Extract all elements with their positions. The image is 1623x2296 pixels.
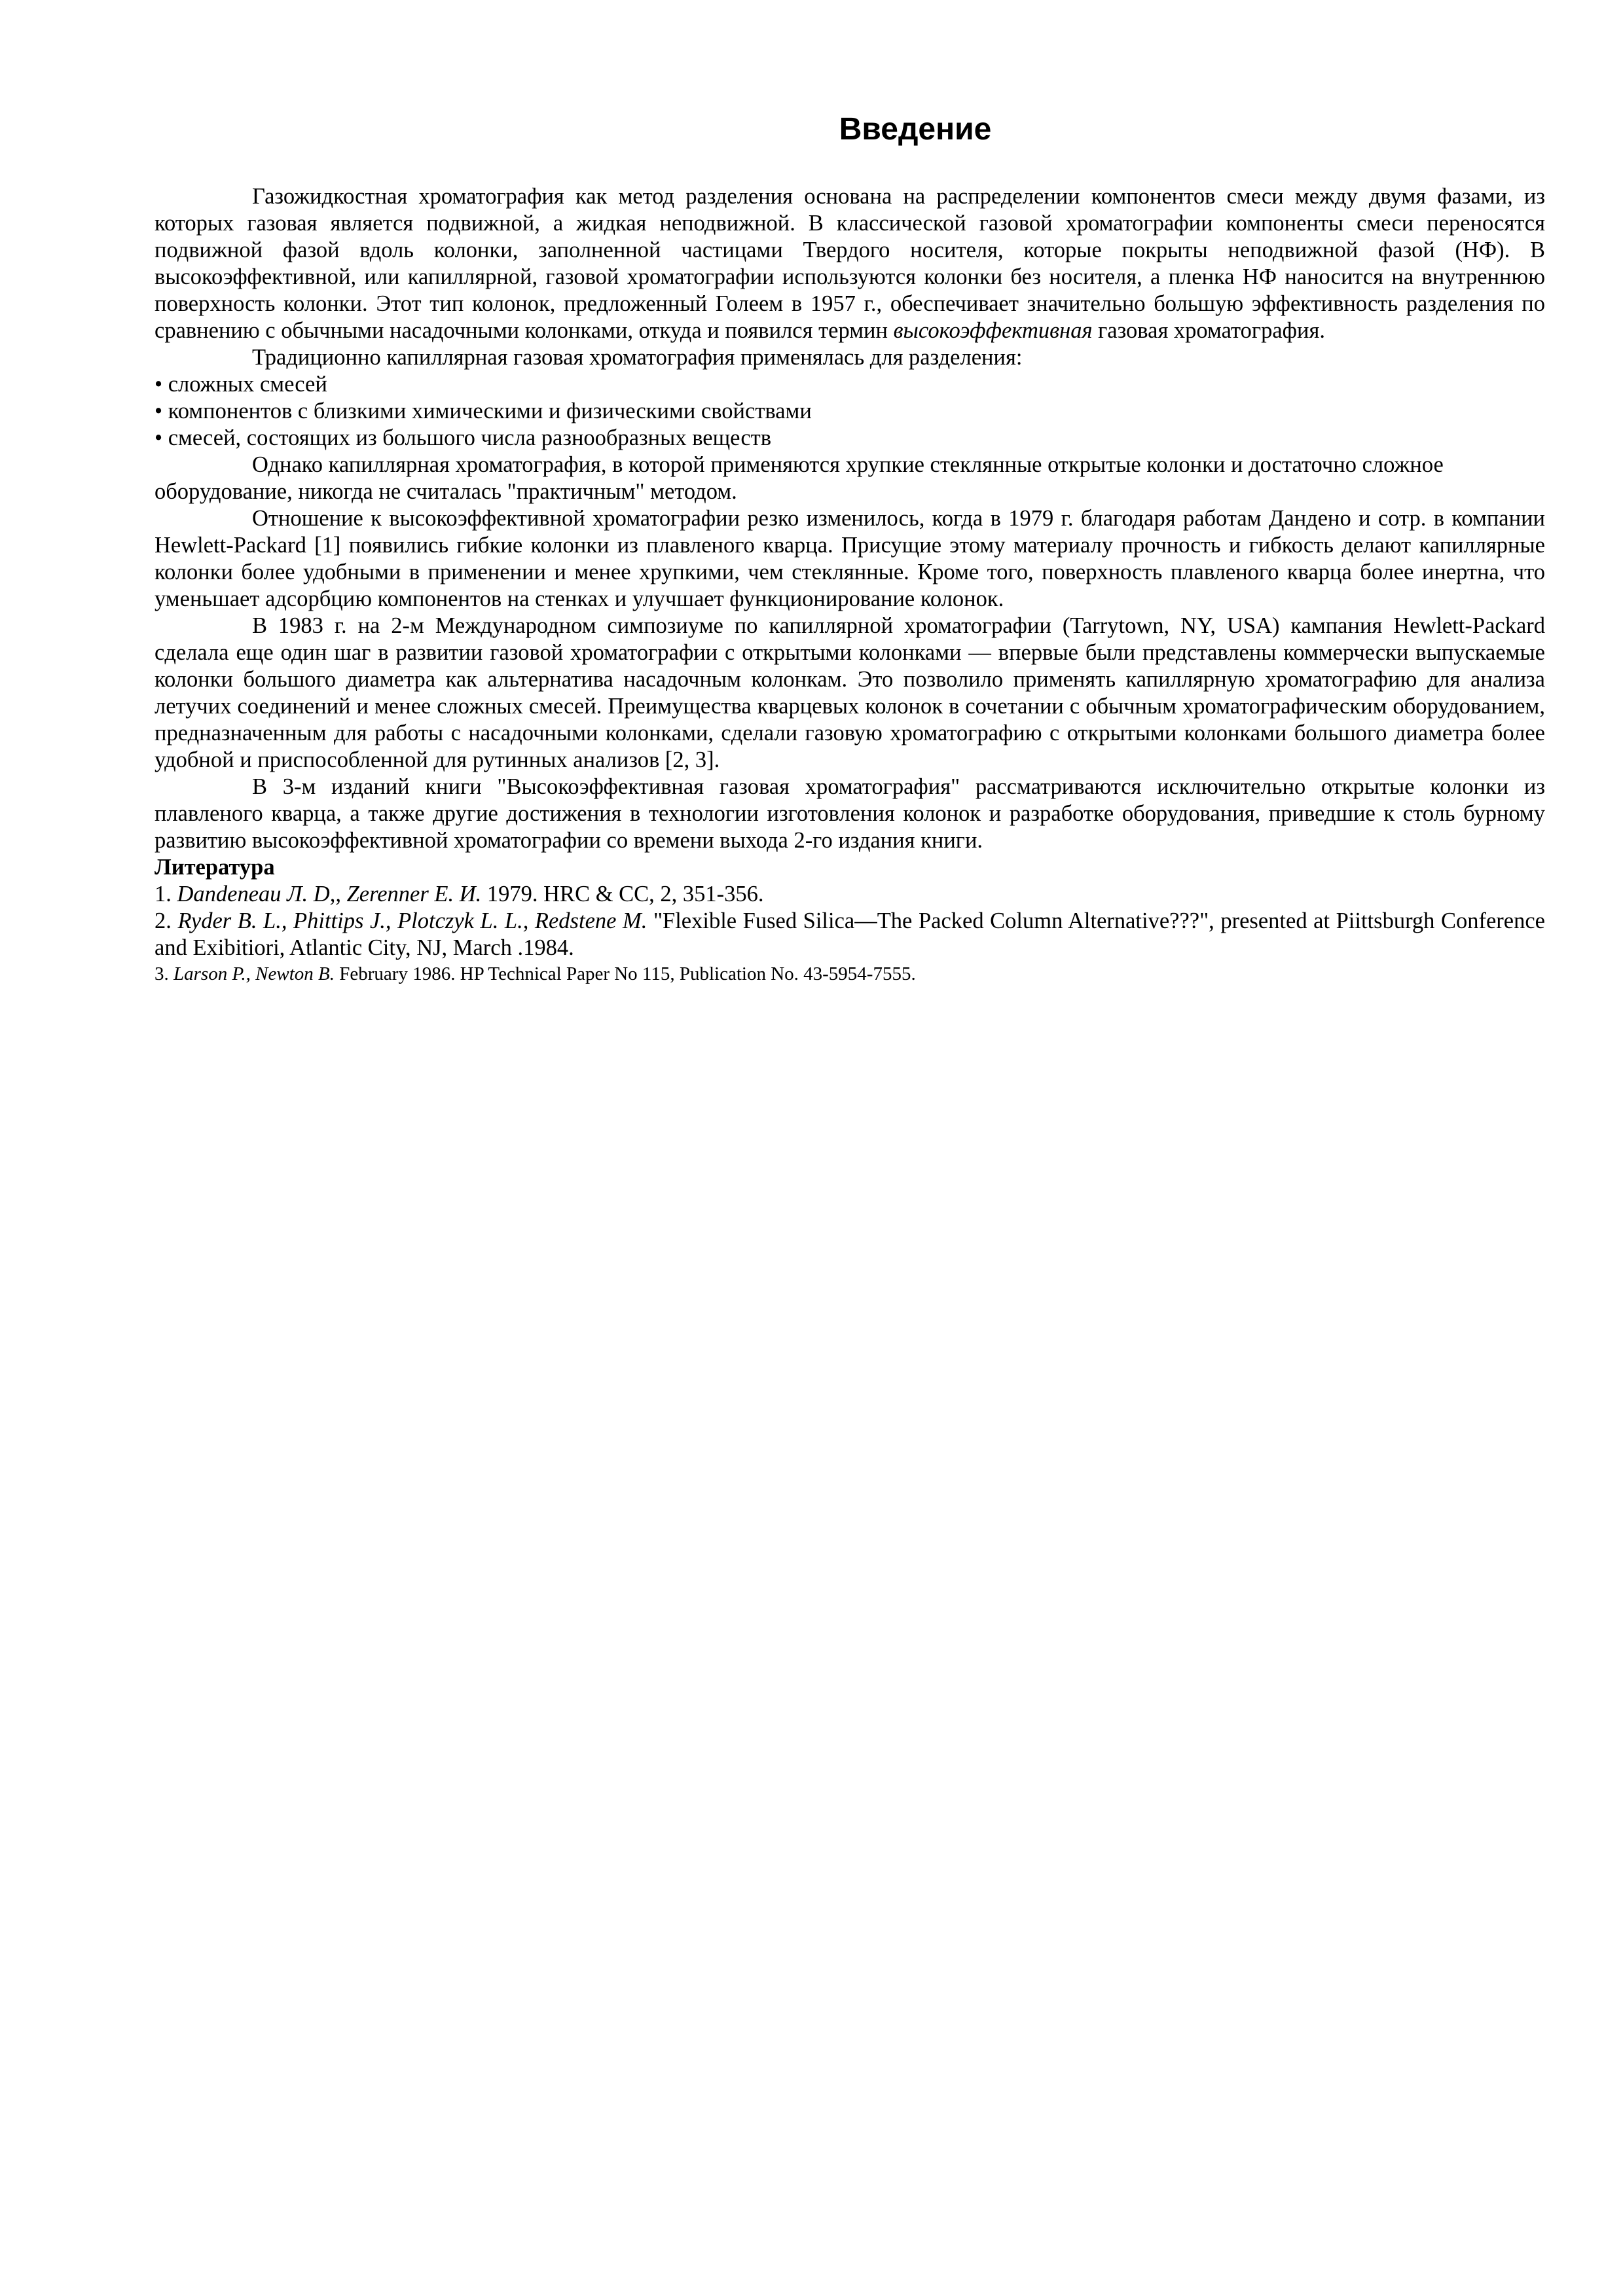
page-title: Введение xyxy=(839,112,992,147)
bullet-item: • сложных смесей xyxy=(155,372,327,397)
reference-authors: Dandeneau Л. D,, Zerenner E. И. xyxy=(177,882,482,906)
reference-number: 1. xyxy=(155,882,177,906)
reference-authors: Ryder B. L., Phittips J., Plotczyk L. L., Redstene M. xyxy=(177,908,647,933)
paragraph-intro xyxy=(155,183,1545,344)
paragraph-third-edition: В 3-м изданий книги "Высокоэффективная газовая хроматография" рассматриваются исключительно открытые колонки из плавленого кварца, а также другие достижения в технологии изготовления колонок и разработке оборудования, приведшие к столь бурному развитию высокоэффективной хроматографии со времени выхода 2-го издания книги. xyxy=(155,774,1545,853)
document-page xyxy=(155,111,1545,986)
paragraph-intro-tail: газовая хроматография. xyxy=(1092,318,1325,343)
paragraph-traditional-use: Традиционно капиллярная газовая хроматография применялась для разделения: xyxy=(252,345,1023,370)
paragraph-glass-columns: Однако капиллярная хроматография, в которой применяются хрупкие стеклянные открытые колонки и достаточно сложное оборудование, никогда не считалась "практичным" методом. xyxy=(155,452,1444,504)
reference-details: 1979. HRC & CC, 2, 351-356. xyxy=(481,882,764,906)
bullet-list xyxy=(155,371,1545,452)
bullet-item: • компонентов с близкими химическими и физическими свойствами xyxy=(155,399,812,423)
bullet-item: • смесей, состоящих из большого числа разнообразных веществ xyxy=(155,425,772,450)
reference-item xyxy=(155,961,1545,986)
reference-number: 3. xyxy=(155,963,173,984)
reference-item xyxy=(155,881,1545,908)
reference-details: "Flexible Fused Silica—The Packed Column Alternative???", presented at Piittsburgh Conference and Exibitiori, Atlantic City, NJ, March .1984. xyxy=(155,908,1545,960)
paragraph-fused-silica: Отношение к высокоэффективной хроматографии резко изменилось, когда в 1979 г. благодаря работам Дандено и сотр. в компании Hewlett-Packard [1] появились гибкие колонки из плавленого кварца. Присущие этому материалу прочность и гибкость делают капиллярные колонки более удобными в применении и менее хрупкими, чем стеклянные. Кроме того, поверхность плавленого кварца более инертна, что уменьшает адсорбцию компонентов на стенках и улучшает функционирование колонок. xyxy=(155,506,1545,611)
reference-details: February 1986. HP Technical Paper No 115, Publication No. 43-5954-7555. xyxy=(335,963,916,984)
paragraph-symposium: В 1983 г. на 2-м Международном симпозиуме по капиллярной хроматографии (Tarrytown, NY, USA) кампания Hewlett-Packard сделала еще один шаг в развитии газовой хроматографии с открытыми колонками — впервые были представлены коммерчески выпускаемые колонки большого диаметра как альтернатива насадочным колонкам. Это позволило применять капиллярную хроматографию для анализа летучих соединений и менее сложных смесей. Преимущества кварцевых колонок в сочетании с обычным хроматографическим оборудованием, предназначенным для работы с насадочными колонками, сделали газовую хроматографию с открытыми колонками большого диаметра более удобной и приспособленной для рутинных анализов [2, 3]. xyxy=(155,613,1545,772)
reference-item xyxy=(155,908,1545,961)
reference-number: 2. xyxy=(155,908,178,933)
paragraph-intro-text: Газожидкостная хроматография как метод разделения основана на распределении компонентов смеси между двумя фазами, из которых газовая является подвижной, а жидкая неподвижной. В классической газовой хроматографии компоненты смеси переносятся подвижной фазой вдоль колонки, заполненной частицами Твердого носителя, которые покрыты неподвижной фазой (НФ). В высокоэффективной, или капиллярной, газовой хроматографии используются колонки без носителя, а пленка НФ наносится на внутреннюю поверхность колонки. Этот тип колонок, предложенный Голеем в 1957 г., обеспечивает значительно большую эффективность разделения по сравнению с обычными насадочными колонками, откуда и появился термин xyxy=(155,184,1545,343)
italic-term: высокоэффективная xyxy=(893,318,1093,343)
references-heading: Литература xyxy=(155,855,275,880)
reference-authors: Larson P., Newton B. xyxy=(173,963,335,984)
